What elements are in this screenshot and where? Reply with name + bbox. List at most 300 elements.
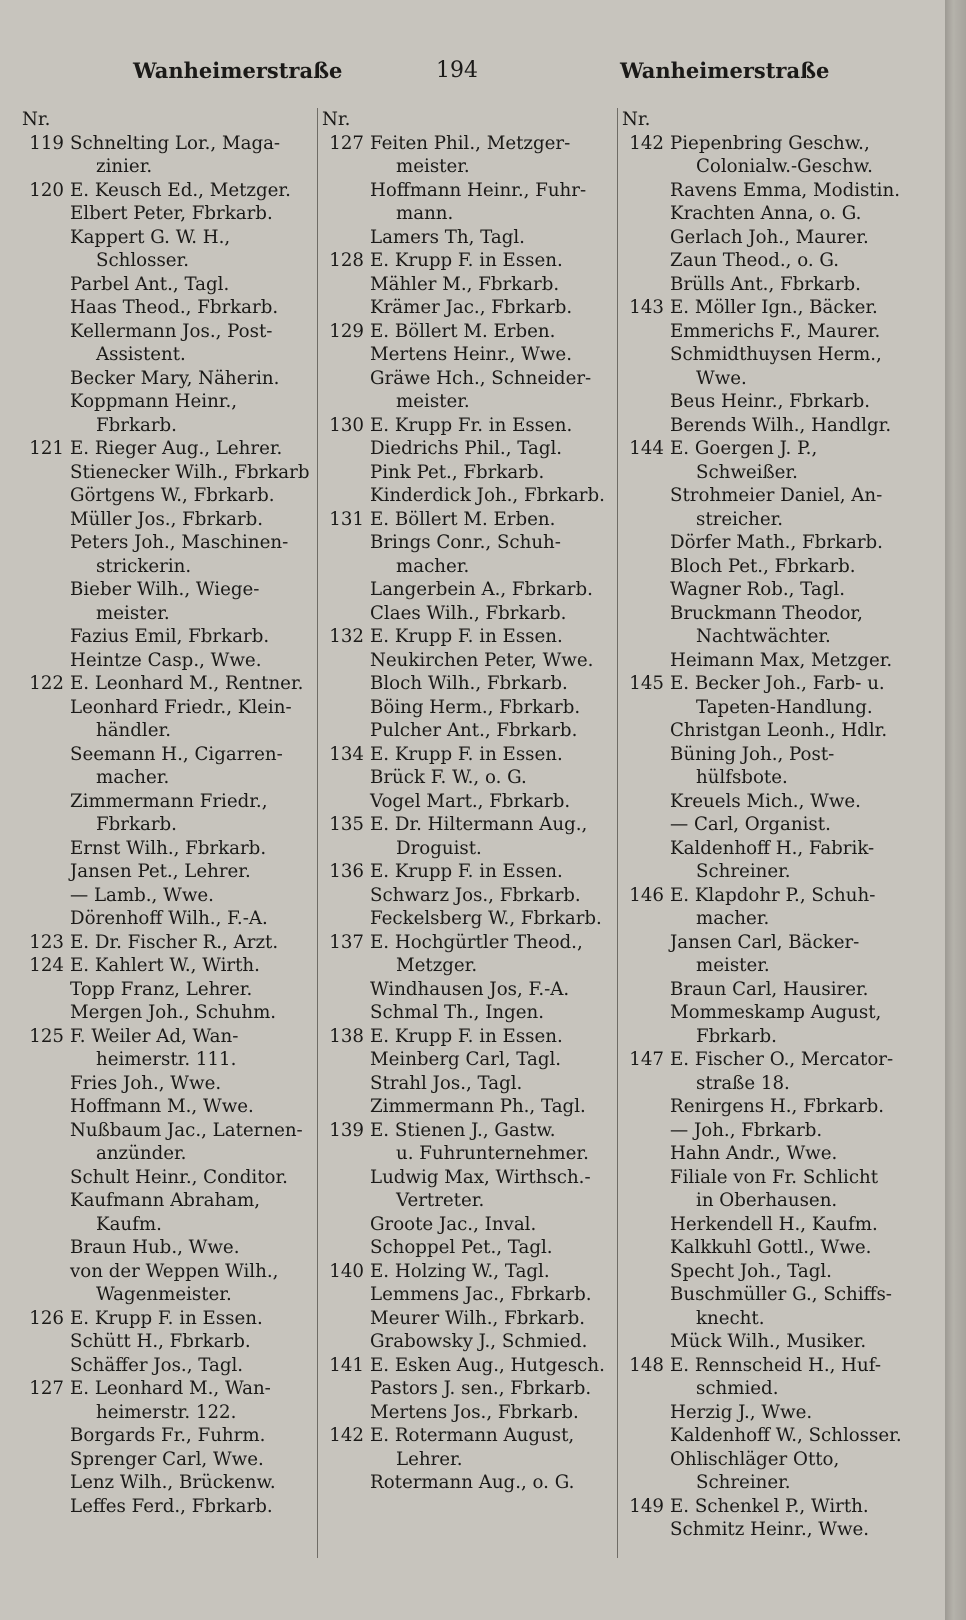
entry-text: Bloch Pet., Fbrkarb.	[670, 555, 856, 577]
entry-text: Ludwig Max, Wirthsch.-	[370, 1166, 591, 1188]
entry-text: Lemmens Jac., Fbrkarb.	[370, 1284, 592, 1305]
resident-entry	[622, 531, 922, 555]
resident-entry	[22, 296, 314, 320]
entry-text: Elbert Peter, Fbrkarb.	[70, 203, 273, 224]
entry-text: Brülls Ant., Fbrkarb.	[670, 273, 861, 295]
entry-continuation: macher.	[96, 767, 170, 788]
entry-text: Leonhard Friedr., Klein-	[70, 696, 292, 718]
entry-text: Kellermann Jos., Post-	[70, 320, 273, 342]
resident-entry	[322, 367, 615, 391]
resident-entry	[322, 273, 615, 297]
resident-entry	[322, 1072, 615, 1096]
resident-entry	[22, 1189, 314, 1213]
house-number-entry	[22, 1025, 314, 1049]
entry-text: Böing Herm., Fbrkarb.	[370, 696, 581, 718]
page-header	[0, 58, 945, 98]
entry-continuation: Assistent.	[96, 344, 186, 365]
entry-continuation: Lehrer.	[396, 1448, 463, 1470]
resident-entry	[22, 1213, 314, 1237]
house-number: 136	[329, 861, 364, 882]
house-number: 141	[329, 1354, 364, 1376]
column-3	[622, 108, 922, 1542]
entry-text: Christgan Leonh., Hdlr.	[670, 720, 888, 741]
resident-entry	[622, 179, 922, 203]
entry-text: — Lamb., Wwe.	[70, 884, 214, 906]
entry-text: Feckelsberg W., Fbrkarb.	[370, 908, 602, 929]
entry-text: Grabowsky J., Schmied.	[370, 1331, 588, 1352]
resident-entry	[622, 837, 922, 861]
house-number: 149	[629, 1495, 664, 1517]
resident-entry	[622, 1377, 922, 1401]
resident-entry	[622, 1401, 922, 1425]
entry-text: E. Dr. Fischer R., Arzt.	[70, 931, 279, 953]
entry-text: Neukirchen Peter, Wwe.	[370, 649, 594, 671]
resident-entry	[322, 296, 615, 320]
house-number: 142	[629, 132, 664, 154]
entry-text: Kinderdick Joh., Fbrkarb.	[370, 485, 605, 506]
entry-continuation: strickerin.	[96, 555, 192, 577]
entry-text: Diedrichs Phil., Tagl.	[370, 438, 563, 459]
entry-text: Bloch Wilh., Fbrkarb.	[370, 673, 568, 694]
entry-text: Sprenger Carl, Wwe.	[70, 1448, 264, 1470]
column-2	[322, 108, 615, 1495]
entry-text: E. Krupp F. in Essen.	[370, 250, 563, 271]
resident-entry	[622, 390, 922, 414]
house-number-entry	[322, 1119, 615, 1143]
resident-entry	[22, 249, 314, 273]
entry-text: — Joh., Fbrkarb.	[670, 1119, 823, 1141]
house-number-entry	[622, 1048, 922, 1072]
resident-entry	[622, 343, 922, 367]
entry-text: Bruckmann Theodor,	[670, 602, 863, 624]
entry-text: Feiten Phil., Metzger-	[370, 132, 571, 154]
resident-entry	[322, 1095, 615, 1119]
resident-entry	[22, 320, 314, 344]
resident-entry	[322, 884, 615, 908]
resident-entry	[322, 907, 615, 931]
entry-text: Brings Conr., Schuh-	[370, 532, 561, 553]
entry-text: Kreuels Mich., Wwe.	[670, 790, 861, 812]
resident-entry	[22, 719, 314, 743]
entry-text: E. Krupp F. in Essen.	[370, 626, 563, 647]
resident-entry	[622, 954, 922, 978]
resident-entry	[622, 1307, 922, 1331]
entry-text: — Carl, Organist.	[670, 814, 831, 835]
entry-text: Herzig J., Wwe.	[670, 1401, 813, 1423]
entry-text: Hoffmann M., Wwe.	[70, 1096, 254, 1117]
resident-entry	[622, 555, 922, 579]
entry-text: Mommeskamp August,	[670, 1002, 882, 1023]
house-number-entry	[322, 931, 615, 955]
entry-continuation: Wagenmeister.	[96, 1284, 232, 1305]
house-number: 124	[29, 955, 64, 976]
entry-text: Pastors J. sen., Fbrkarb.	[370, 1378, 592, 1399]
resident-entry	[22, 1401, 314, 1425]
entry-text: Schwarz Jos., Fbrkarb.	[370, 884, 581, 906]
entry-continuation: meister.	[396, 156, 470, 177]
running-head-left: Wanheimerstraße	[133, 58, 343, 83]
resident-entry	[22, 1330, 314, 1354]
entry-text: E. Krupp F. in Essen.	[370, 1025, 563, 1047]
resident-entry	[22, 1448, 314, 1472]
resident-entry	[622, 461, 922, 485]
entry-text: E. Böllert M. Erben.	[370, 508, 556, 530]
entry-continuation: Colonialw.-Geschw.	[696, 156, 873, 177]
house-number: 121	[29, 438, 64, 459]
entry-text: Haas Theod., Fbrkarb.	[70, 297, 279, 318]
entry-text: Koppmann Heinr.,	[70, 391, 238, 412]
house-number-entry	[322, 813, 615, 837]
house-number: 131	[329, 508, 364, 530]
resident-entry	[22, 508, 314, 532]
resident-entry	[622, 1166, 922, 1190]
resident-entry	[322, 531, 615, 555]
entry-text: Emmerichs F., Maurer.	[670, 320, 881, 342]
entry-text: E. Schenkel P., Wirth.	[670, 1495, 869, 1517]
entry-continuation: Kaufm.	[96, 1213, 162, 1235]
entry-continuation: Fbrkarb.	[96, 414, 177, 436]
resident-entry	[322, 1048, 615, 1072]
house-number-entry	[322, 743, 615, 767]
entry-text: Schmal Th., Ingen.	[370, 1002, 545, 1023]
entry-text: Windhausen Jos, F.-A.	[370, 978, 570, 1000]
resident-entry	[22, 273, 314, 297]
entry-continuation: Schweißer.	[696, 461, 798, 483]
entry-text: Schäffer Jos., Tagl.	[70, 1354, 244, 1376]
entry-text: E. Holzing W., Tagl.	[370, 1260, 550, 1282]
entry-text: E. Krupp Fr. in Essen.	[370, 414, 573, 436]
entry-continuation: meister.	[396, 391, 470, 412]
entry-text: E. Krupp F. in Essen.	[370, 743, 563, 765]
resident-entry	[22, 367, 314, 391]
entry-text: Vogel Mart., Fbrkarb.	[370, 790, 571, 812]
entry-text: Brück F. W., o. G.	[370, 767, 527, 788]
entry-continuation: u. Fuhrunternehmer.	[396, 1143, 589, 1164]
resident-entry	[322, 461, 615, 485]
column-heading	[22, 108, 314, 132]
entry-continuation: Vertreter.	[396, 1190, 485, 1211]
resident-entry	[22, 202, 314, 226]
house-number-entry	[322, 414, 615, 438]
entry-text: Lamers Th, Tagl.	[370, 226, 525, 248]
resident-entry	[22, 555, 314, 579]
entry-continuation: schmied.	[696, 1378, 779, 1399]
resident-entry	[22, 696, 314, 720]
entry-text: Krachten Anna, o. G.	[670, 203, 862, 224]
entry-text: Büning Joh., Post-	[670, 743, 835, 765]
entry-continuation: Fbrkarb.	[696, 1025, 777, 1047]
entry-continuation: anzünder.	[96, 1143, 187, 1164]
entry-text: Schütt H., Fbrkarb.	[70, 1331, 251, 1352]
entry-continuation: meister.	[696, 955, 770, 976]
house-number-entry	[622, 1495, 922, 1519]
entry-continuation: hülfsbote.	[696, 767, 788, 788]
column-divider	[317, 108, 318, 1558]
house-number-entry	[622, 132, 922, 156]
resident-entry	[22, 578, 314, 602]
house-number-entry	[322, 1424, 615, 1448]
house-number: 138	[329, 1025, 364, 1047]
entry-text: Renirgens H., Fbrkarb.	[670, 1096, 885, 1117]
house-number: 127	[29, 1378, 64, 1399]
entry-continuation: Metzger.	[396, 955, 478, 976]
resident-entry	[22, 1236, 314, 1260]
house-number: 123	[29, 931, 64, 953]
resident-entry	[22, 1260, 314, 1284]
resident-entry	[622, 249, 922, 273]
resident-entry	[622, 1236, 922, 1260]
house-number-entry	[322, 1260, 615, 1284]
entry-text: E. Rennscheid H., Huf-	[670, 1354, 881, 1376]
entry-text: Kalkkuhl Gottl., Wwe.	[670, 1237, 872, 1258]
house-number: 130	[329, 414, 364, 436]
resident-entry	[22, 414, 314, 438]
page-edge	[945, 0, 966, 1620]
resident-entry	[622, 202, 922, 226]
house-number-entry	[22, 672, 314, 696]
house-number: 119	[29, 132, 64, 154]
resident-entry	[622, 1448, 922, 1472]
resident-entry	[622, 273, 922, 297]
entry-text: Kaldenhoff H., Fabrik-	[670, 837, 875, 859]
house-number-entry	[622, 1354, 922, 1378]
resident-entry	[622, 1189, 922, 1213]
house-number: 128	[329, 250, 364, 271]
entry-continuation: händler.	[96, 720, 171, 741]
resident-entry	[22, 790, 314, 814]
entry-text: E. Klapdohr P., Schuh-	[670, 884, 876, 906]
entry-text: E. Möller Ign., Bäcker.	[670, 297, 878, 318]
resident-entry	[622, 602, 922, 626]
house-number-entry	[22, 437, 314, 461]
entry-text: Meinberg Carl, Tagl.	[370, 1049, 562, 1070]
resident-entry	[22, 860, 314, 884]
entry-text: Pulcher Ant., Fbrkarb.	[370, 720, 578, 741]
entry-text: Gerlach Joh., Maurer.	[670, 226, 869, 248]
resident-entry	[22, 649, 314, 673]
entry-continuation: knecht.	[696, 1307, 765, 1329]
entry-text: Mück Wilh., Musiker.	[670, 1331, 867, 1352]
resident-entry	[22, 226, 314, 250]
resident-entry	[22, 1283, 314, 1307]
resident-entry	[322, 1189, 615, 1213]
resident-entry	[622, 790, 922, 814]
house-number: 147	[629, 1049, 664, 1070]
entry-continuation: Tapeten-Handlung.	[696, 696, 873, 718]
column-heading	[622, 108, 922, 132]
resident-entry	[622, 414, 922, 438]
house-number-entry	[622, 672, 922, 696]
resident-entry	[22, 1354, 314, 1378]
house-number-entry	[322, 320, 615, 344]
entry-text: Fazius Emil, Fbrkarb.	[70, 626, 270, 647]
house-number-entry	[322, 132, 615, 156]
resident-entry	[622, 484, 922, 508]
entry-text: E. Becker Joh., Farb- u.	[670, 673, 885, 694]
entry-text: E. Krupp F. in Essen.	[70, 1307, 263, 1329]
resident-entry	[622, 625, 922, 649]
column-1	[22, 108, 314, 1518]
page-number: 194	[436, 58, 478, 83]
entry-text: Müller Jos., Fbrkarb.	[70, 508, 264, 530]
entry-text: Wagner Rob., Tagl.	[670, 579, 845, 600]
entry-text: Zaun Theod., o. G.	[670, 250, 840, 271]
entry-text: Topp Franz, Lehrer.	[70, 978, 253, 1000]
entry-text: E. Esken Aug., Hutgesch.	[370, 1354, 605, 1376]
house-number-entry	[22, 931, 314, 955]
resident-entry	[322, 226, 615, 250]
entry-text: E. Böllert M. Erben.	[370, 320, 556, 342]
resident-entry	[622, 813, 922, 837]
entry-continuation: zinier.	[96, 156, 153, 177]
house-number-entry	[22, 179, 314, 203]
resident-entry	[322, 954, 615, 978]
resident-entry	[622, 1025, 922, 1049]
resident-entry	[22, 484, 314, 508]
entry-continuation: Schlosser.	[96, 250, 190, 271]
resident-entry	[22, 1424, 314, 1448]
house-number: 143	[629, 297, 664, 318]
house-number: 129	[329, 320, 364, 342]
resident-entry	[322, 602, 615, 626]
house-number: 137	[329, 931, 364, 953]
entry-text: E. Rotermann August,	[370, 1425, 575, 1446]
house-number: 132	[329, 626, 364, 647]
resident-entry	[322, 1001, 615, 1025]
entry-text: Schmidthuysen Herm.,	[670, 344, 882, 365]
resident-entry	[622, 578, 922, 602]
resident-entry	[622, 1330, 922, 1354]
resident-entry	[622, 931, 922, 955]
entry-text: Gräwe Hch., Schneider-	[370, 367, 592, 389]
resident-entry	[22, 155, 314, 179]
entry-text: Rotermann Aug., o. G.	[370, 1472, 575, 1493]
house-number: 146	[629, 884, 664, 906]
resident-entry	[322, 672, 615, 696]
resident-entry	[322, 578, 615, 602]
entry-text: Nr.	[322, 109, 351, 130]
entry-continuation: mann.	[396, 203, 454, 224]
resident-entry	[22, 1471, 314, 1495]
entry-text: E. Fischer O., Mercator-	[670, 1049, 894, 1070]
resident-entry	[622, 1095, 922, 1119]
resident-entry	[22, 343, 314, 367]
resident-entry	[322, 202, 615, 226]
resident-entry	[622, 743, 922, 767]
entry-text: Groote Jac., Inval.	[370, 1213, 537, 1235]
house-number: 148	[629, 1354, 664, 1376]
house-number-entry	[322, 1025, 615, 1049]
entry-continuation: Schreiner.	[696, 1472, 791, 1493]
resident-entry	[622, 696, 922, 720]
house-number: 140	[329, 1260, 364, 1282]
entry-text: Fries Joh., Wwe.	[70, 1072, 222, 1094]
resident-entry	[22, 1166, 314, 1190]
resident-entry	[322, 1142, 615, 1166]
entry-text: Seemann H., Cigarren-	[70, 743, 283, 765]
entry-text: Specht Joh., Tagl.	[670, 1260, 832, 1282]
resident-entry	[622, 320, 922, 344]
entry-continuation: heimerstr. 122.	[96, 1401, 237, 1423]
entry-text: E. Dr. Hiltermann Aug.,	[370, 814, 588, 835]
column-heading	[322, 108, 615, 132]
resident-entry	[622, 155, 922, 179]
resident-entry	[22, 907, 314, 931]
column-divider	[617, 108, 618, 1558]
entry-text: Heimann Max, Metzger.	[670, 649, 893, 671]
entry-text: Hahn Andr., Wwe.	[670, 1143, 838, 1164]
entry-text: Ohlischläger Otto,	[670, 1448, 840, 1470]
resident-entry	[322, 837, 615, 861]
house-number: 142	[329, 1425, 364, 1446]
resident-entry	[22, 1001, 314, 1025]
entry-text: Kappert G. W. H.,	[70, 226, 231, 248]
resident-entry	[322, 696, 615, 720]
resident-entry	[22, 1119, 314, 1143]
house-number: 125	[29, 1025, 64, 1047]
entry-continuation: streicher.	[696, 508, 784, 530]
resident-entry	[322, 390, 615, 414]
entry-text: Langerbein A., Fbrkarb.	[370, 579, 593, 600]
house-number-entry	[622, 437, 922, 461]
entry-text: Kaufmann Abraham,	[70, 1190, 261, 1211]
entry-text: von der Weppen Wilh.,	[70, 1260, 279, 1282]
resident-entry	[22, 1048, 314, 1072]
entry-text: Mähler M., Fbrkarb.	[370, 273, 560, 295]
entry-text: Filiale von Fr. Schlicht	[670, 1166, 879, 1188]
entry-text: Parbel Ant., Tagl.	[70, 273, 230, 295]
house-number: 126	[29, 1307, 64, 1329]
entry-text: Nr.	[22, 109, 51, 130]
resident-entry	[622, 508, 922, 532]
entry-text: Ravens Emma, Modistin.	[670, 179, 900, 201]
resident-entry	[622, 1471, 922, 1495]
house-number-entry	[322, 625, 615, 649]
resident-entry	[622, 1424, 922, 1448]
entry-text: Berends Wilh., Handlgr.	[670, 414, 892, 436]
resident-entry	[22, 766, 314, 790]
resident-entry	[322, 1471, 615, 1495]
house-number-entry	[22, 954, 314, 978]
entry-text: Lenz Wilh., Brückenw.	[70, 1472, 276, 1493]
resident-entry	[22, 1495, 314, 1519]
resident-entry	[22, 1072, 314, 1096]
house-number-entry	[322, 1354, 615, 1378]
house-number: 120	[29, 179, 64, 201]
house-number: 145	[629, 673, 664, 694]
resident-entry	[322, 790, 615, 814]
house-number: 135	[329, 814, 364, 835]
resident-entry	[622, 1518, 922, 1542]
resident-entry	[322, 155, 615, 179]
entry-text: Nußbaum Jac., Laternen-	[70, 1119, 303, 1141]
entry-text: E. Stienen J., Gastw.	[370, 1119, 556, 1141]
entry-text: Beus Heinr., Fbrkarb.	[670, 391, 871, 412]
house-number-entry	[22, 132, 314, 156]
house-number: 122	[29, 673, 64, 694]
entry-text: Schmitz Heinr., Wwe.	[670, 1519, 870, 1540]
entry-text: Dörenhoff Wilh., F.-A.	[70, 908, 268, 929]
entry-text: Schult Heinr., Conditor.	[70, 1166, 288, 1188]
resident-entry	[22, 743, 314, 767]
resident-entry	[622, 860, 922, 884]
entry-text: Peters Joh., Maschinen-	[70, 532, 289, 553]
resident-entry	[622, 649, 922, 673]
entry-text: Zimmermann Ph., Tagl.	[370, 1096, 586, 1117]
entry-text: Krämer Jac., Fbrkarb.	[370, 297, 573, 318]
entry-text: Mertens Jos., Fbrkarb.	[370, 1401, 579, 1423]
entry-text: Buschmüller G., Schiffs-	[670, 1284, 892, 1305]
